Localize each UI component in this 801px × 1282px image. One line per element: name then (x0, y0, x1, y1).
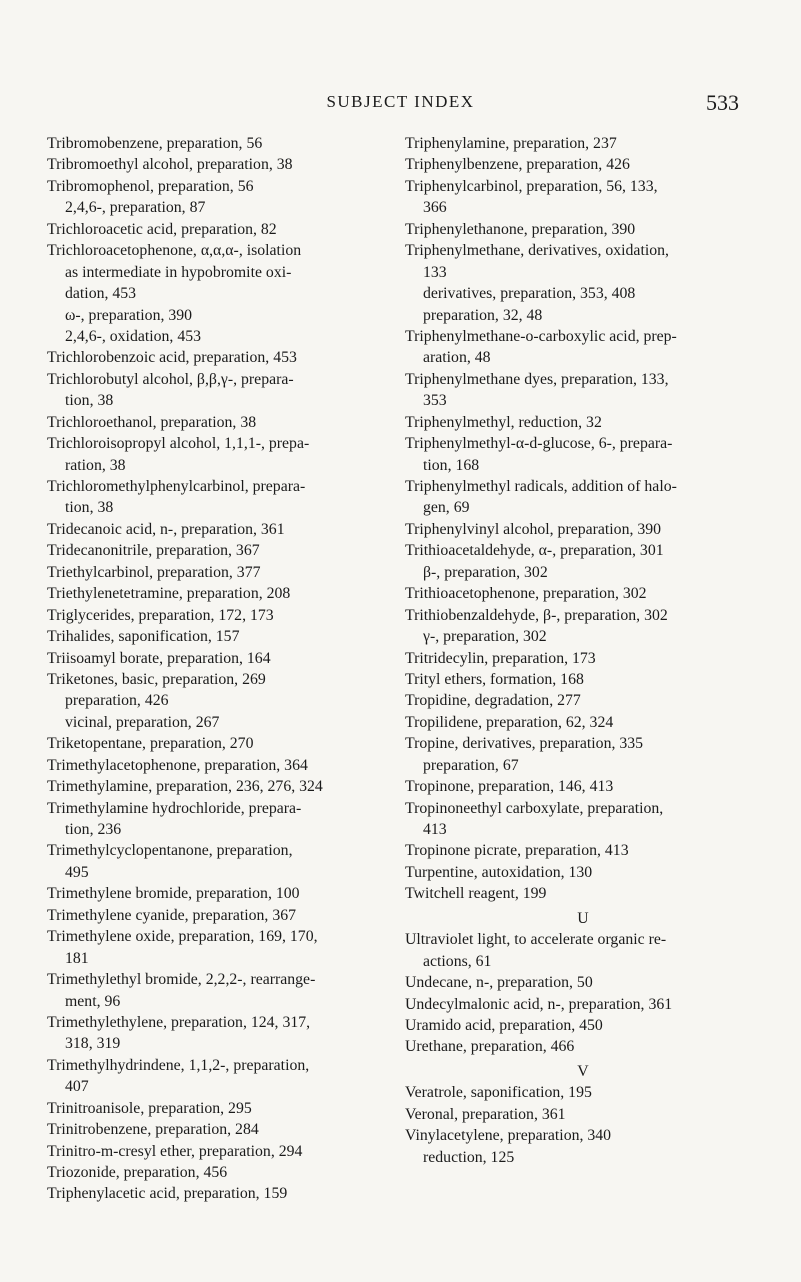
index-entry: Veratrole, saponification, 195 (405, 1084, 592, 1102)
index-entry: Trimethylethyl bromide, 2,2,2-, rearrange- (47, 971, 316, 989)
index-entry: Trityl ethers, formation, 168 (405, 670, 584, 688)
index-entry: Trimethylene oxide, preparation, 169, 170, (47, 928, 318, 946)
index-entry: Trithiobenzaldehyde, β-, preparation, 302 (405, 606, 668, 624)
index-entry: Triphenylmethyl, reduction, 32 (405, 413, 602, 431)
index-column-left (47, 133, 403, 1205)
index-entry: Triphenylamine, preparation, 237 (405, 135, 617, 152)
index-entry: Tribromophenol, preparation, 56 (47, 177, 254, 195)
index-entry: Trichloroacetophenone, α,α,α-, isolation (47, 242, 302, 260)
index-subentry: preparation, 426 (65, 692, 169, 710)
index-entry: Trimethylamine hydrochloride, prepara- (47, 799, 302, 817)
index-entry: Trichloroacetic acid, preparation, 82 (47, 220, 277, 238)
index-subentry: tion, 38 (65, 392, 114, 410)
index-entry: Trichloromethylphenylcarbinol, prepara- (47, 478, 306, 495)
index-entry: Triisoamyl borate, preparation, 164 (47, 649, 271, 667)
index-entry: Tropinone, preparation, 146, 413 (405, 778, 614, 796)
index-subentry: vicinal, preparation, 267 (65, 713, 220, 731)
index-entry: Trimethylene bromide, preparation, 100 (47, 885, 300, 903)
index-subentry: 353 (423, 392, 447, 410)
index-subentry: derivatives, preparation, 353, 408 (423, 285, 636, 303)
index-subentry: tion, 168 (423, 456, 480, 474)
page-number: 533 (706, 90, 739, 115)
index-entry: Trihalides, saponification, 157 (47, 628, 240, 646)
index-entry: Tribromoethyl alcohol, preparation, 38 (47, 156, 293, 174)
index-subentry: 495 (65, 863, 89, 881)
index-entry: Trichlorobutyl alcohol, β,β,γ-, prepara- (47, 370, 294, 388)
index-entry: Vinylacetylene, preparation, 340 (405, 1127, 612, 1145)
index-entry: Triphenylacetic acid, preparation, 159 (47, 1185, 288, 1203)
index-entry: Ultraviolet light, to accelerate organic re- (405, 931, 667, 949)
index-subentry: 2,4,6-, oxidation, 453 (65, 327, 202, 345)
index-entry: Urethane, preparation, 466 (405, 1038, 575, 1056)
index-entry: Tribromobenzene, preparation, 56 (47, 135, 263, 152)
index-subentry: as intermediate in hypobromite oxi- (65, 263, 292, 281)
index-subentry: ω-, preparation, 390 (65, 306, 193, 324)
index-entry: Tridecanoic acid, n-, preparation, 361 (47, 520, 285, 538)
index-entry: Triglycerides, preparation, 172, 173 (47, 606, 274, 624)
index-subentry: aration, 48 (423, 349, 491, 367)
index-entry: Triphenylethanone, preparation, 390 (405, 220, 636, 238)
index-entry: Trimethylhydrindene, 1,1,2-, preparation, (47, 1056, 310, 1074)
index-entry: Tropinone picrate, preparation, 413 (405, 842, 629, 860)
index-entry: Trithioacetophenone, preparation, 302 (405, 585, 647, 603)
index-entry: Veronal, preparation, 361 (405, 1105, 566, 1123)
index-entry: Undecylmalonic acid, n-, preparation, 361 (405, 995, 673, 1013)
index-subentry: gen, 69 (423, 499, 470, 517)
index-entry: Trichloroisopropyl alcohol, 1,1,1-, prepa- (47, 435, 310, 453)
index-entry: Triethylcarbinol, preparation, 377 (47, 563, 261, 581)
index-entry: Tropilidene, preparation, 62, 324 (405, 713, 614, 731)
index-subentry: 133 (423, 263, 447, 281)
index-entry: Triphenylcarbinol, preparation, 56, 133, (405, 177, 658, 195)
index-entry: Triphenylvinyl alcohol, preparation, 390 (405, 520, 662, 538)
index-subentry: preparation, 32, 48 (423, 306, 543, 324)
index-entry: Trimethylene cyanide, preparation, 367 (47, 906, 297, 924)
index-subentry: ment, 96 (65, 992, 121, 1010)
index-subentry: 366 (423, 199, 447, 217)
index-entry: Trimethylamine, preparation, 236, 276, 324 (47, 778, 323, 796)
running-title: SUBJECT INDEX (326, 92, 475, 111)
index-subentry: ration, 38 (65, 456, 126, 474)
index-entry: Tritridecylin, preparation, 173 (405, 649, 596, 667)
index-subentry: 2,4,6-, preparation, 87 (65, 199, 206, 217)
index-entry: Trimethylethylene, preparation, 124, 317, (47, 1013, 311, 1031)
index-entry: Tridecanonitrile, preparation, 367 (47, 542, 260, 560)
index-subentry: 181 (65, 949, 89, 967)
index-column-right (405, 133, 761, 1168)
index-entry: Twitchell reagent, 199 (405, 885, 547, 903)
index-entry: Turpentine, autoxidation, 130 (405, 863, 593, 881)
index-subentry: 413 (423, 821, 447, 838)
index-entry: Uramido acid, preparation, 450 (405, 1016, 603, 1034)
index-subentry: tion, 236 (65, 821, 122, 838)
index-entry: Triozonide, preparation, 456 (47, 1164, 228, 1181)
index-subentry: 318, 319 (65, 1035, 121, 1053)
index-entry: Triphenylmethyl-α-d-glucose, 6-, prepara- (405, 435, 673, 453)
index-subentry: 407 (65, 1078, 89, 1096)
page-header (0, 92, 801, 116)
section-letter: U (577, 909, 589, 927)
index-entry: Triphenylmethane, derivatives, oxidation, (405, 242, 669, 260)
index-entry: Triphenylmethyl radicals, addition of halo- (405, 478, 677, 495)
index-subentry: γ-, preparation, 302 (423, 628, 547, 646)
index-entry: Trichlorobenzoic acid, preparation, 453 (47, 349, 297, 367)
index-entry: Triethylenetetramine, preparation, 208 (47, 585, 291, 603)
index-subentry: dation, 453 (65, 285, 137, 303)
index-subentry: tion, 38 (65, 499, 114, 517)
index-entry: Trimethylacetophenone, preparation, 364 (47, 756, 308, 774)
index-entry: Trithioacetaldehyde, α-, preparation, 301 (405, 542, 664, 560)
index-entry: Trimethylcyclopentanone, preparation, (47, 842, 293, 860)
index-entry: Tropidine, degradation, 277 (405, 692, 581, 710)
index-subentry: reduction, 125 (423, 1148, 515, 1166)
index-entry: Trinitroanisole, preparation, 295 (47, 1099, 252, 1117)
section-letter: V (577, 1062, 589, 1080)
index-subentry: preparation, 67 (423, 756, 519, 774)
index-entry: Triphenylbenzene, preparation, 426 (405, 156, 630, 174)
index-entry: Triphenylmethane dyes, preparation, 133, (405, 370, 669, 388)
index-entry: Tropine, derivatives, preparation, 335 (405, 735, 644, 753)
index-entry: Triketones, basic, preparation, 269 (47, 670, 266, 688)
index-entry: Triketopentane, preparation, 270 (47, 735, 254, 753)
index-entry: Tropinoneethyl carboxylate, preparation, (405, 799, 664, 817)
index-subentry: β-, preparation, 302 (423, 563, 548, 581)
index-entry: Trinitrobenzene, preparation, 284 (47, 1121, 259, 1139)
index-subentry: actions, 61 (423, 952, 492, 970)
index-entry: Trinitro-m-cresyl ether, preparation, 294 (47, 1142, 303, 1160)
index-entry: Trichloroethanol, preparation, 38 (47, 413, 257, 431)
index-entry: Triphenylmethane-o-carboxylic acid, prep- (405, 327, 677, 345)
index-entry: Undecane, n-, preparation, 50 (405, 974, 593, 992)
